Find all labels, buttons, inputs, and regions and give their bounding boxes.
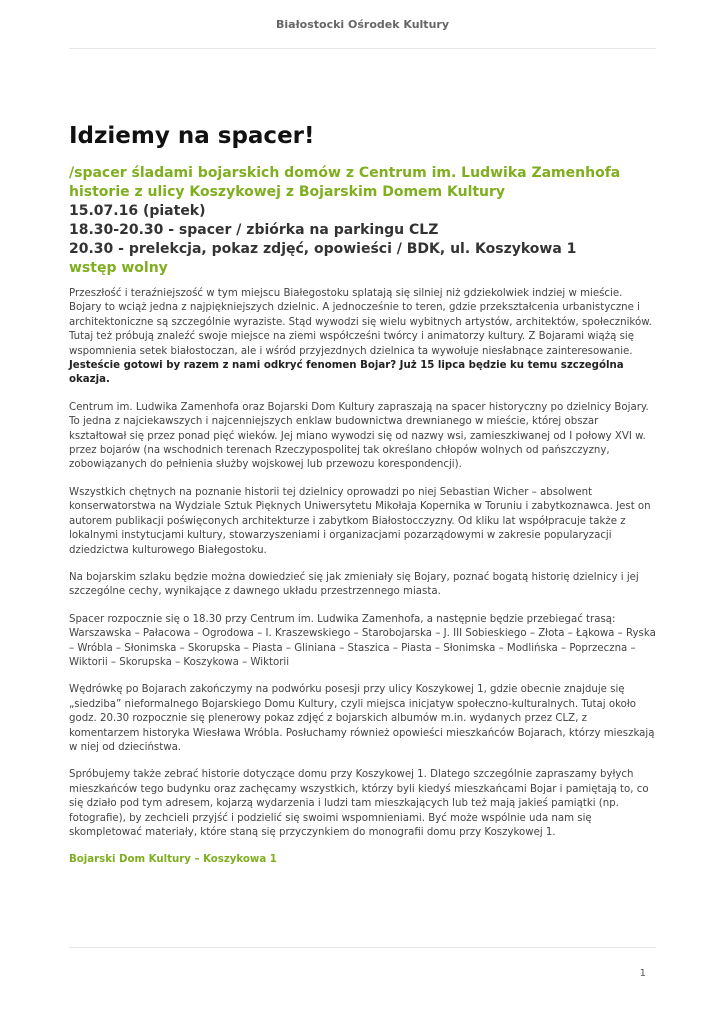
paragraph-intro-bold: Jesteście gotowi by razem z nami odkryć fenomen Bojar? Już 15 lipca będzie ku temu szczególna okazja. (69, 360, 624, 386)
venue-link[interactable]: Bojarski Dom Kultury – Koszykowa 1 (69, 854, 277, 866)
event-date: 15.07.16 (piatek) (69, 203, 206, 219)
page-number: 1 (639, 968, 646, 979)
article-title: Idziemy na spacer! (69, 123, 315, 149)
schedule-walk: 18.30-20.30 - spacer / zbiórka na parkingu CLZ (69, 222, 439, 238)
schedule-lecture: 20.30 - prelekcja, pokaz zdjęć, opowieści / BDK, ul. Koszykowa 1 (69, 241, 577, 257)
paragraph-intro (69, 287, 656, 388)
paragraph-invitation: Spróbujemy także zebrać historie dotyczące domu przy Koszykowej 1. Dlatego szczególnie zapraszamy byłych mieszkańców tego budynku oraz zachęcamy wszystkich, którzy byli kiedyś mieszkańcami Bojar i pamiętają to, co się działo pod tym adresem, kojarzą wydarzenia i ludzi tam mieszkających lub też mają jakieś pamiątki (np. fotografie), by zechcieli przyjść i podzielić się swoimi wspomnieniami. Być może wspólnie uda nam się skompletować materiały, które staną się przyczynkiem do monografii domu przy Koszykowej 1. (69, 769, 649, 838)
article (69, 122, 656, 867)
page-footer-divider (69, 947, 656, 948)
paragraph-route: Spacer rozpocznie się o 18.30 przy Centrum im. Ludwika Zamenhofa, a następnie będzie przebiegać trasą: Warszawska – Pałacowa – Ogrodowa – I. Kraszewskiego – Starobojarska – J. III Sobieskiego – Złota – Łąkowa – Ryska – Wróbla – Słonimska – Skorupska – Piasta – Gliniana – Staszica – Piasta – Słonimska – Modlińska – Poprzeczna – Wiktorii – Skorupska – Koszykowa – Wiktorii (69, 613, 656, 668)
entry-info: wstęp wolny (69, 260, 168, 276)
subtitle-stories: historie z ulicy Koszykowej z Bojarskim Domem Kultury (69, 184, 506, 200)
paragraph-trail: Na bojarskim szlaku będzie można dowiedzieć się jak zmieniały się Bojary, poznać bogatą historię dzielnicy i jej szczególne cechy, wynikające z dawnego układu przestrzennego miasta. (69, 571, 639, 598)
paragraph-finale: Wędrówkę po Bojarach zakończymy na podwórku posesji przy ulicy Koszykowej 1, gdzie obecnie znajduje się „siedziba” nieformalnego Bojarskiego Domu Kultury, czyli miejsca inicjatyw społeczno-kulturalnych. Tutaj około godz. 20.30 rozpocznie się plenerowy pokaz zdjęć z bojarskich albumów m.in. wydanych przez CLZ, z komentarzem historyka Wiesława Wróbla. Posłuchamy również opowieści mieszkańców Bojarach, którzy mieszkają w niej od dzieciństwa. (69, 684, 655, 753)
site-name: Białostocki Ośrodek Kultury (276, 18, 449, 31)
page-header (69, 18, 656, 49)
subtitle-route: /spacer śladami bojarskich domów z Centrum im. Ludwika Zamenhofa (69, 165, 621, 181)
paragraph-guide: Wszystkich chętnych na poznanie historii tej dzielnicy oprowadzi po niej Sebastian Wicher – absolwent konserwatorstwa na Wydziale Sztuk Pięknych Uniwersytetu Mikołaja Kopernika w Toruniu i zabytkoznawca. Jest on autorem publikacji poświęconych architekturze i zabytkom Białostocczyzny. Od kliku lat współpracuje także z lokalnymi instytucjami kultury, stowarzyszeniami i organizacjami pozarządowymi w zakresie popularyzacji dziedzictwa kulturowego Białegostoku. (69, 486, 651, 556)
paragraph-organizers: Centrum im. Ludwika Zamenhofa oraz Bojarski Dom Kultury zapraszają na spacer historyczny po dzielnicy Bojary. To jedna z najciekawszych i najcenniejszych enklaw budownictwa drewnianego w mieście, której obszar kształtował się przez ponad pięć wieków. Jej miano wywodzi się od nazwy wsi, zamieszkiwanej od I połowy XVI w. przez bojarów (na wschodnich terenach Rzeczypospolitej tak określano chłopów wolnych od pańszczyzny, zobowiązanych do pełnienia służby wojskowej lub przewozu korespondencji). (69, 401, 649, 471)
paragraph-intro-text: Przeszłość i teraźniejszość w tym miejscu Białegostoku splatają się silniej niż gdziekolwiek indziej w mieście. Bojary to wciąż jedna z najpiękniejszych dzielnic. A jednocześnie to teren, gdzie przekształcenia urbanistyczne i architektoniczne są szczególnie wyraziste. Stąd wywodzi się wielu wybitnych artystów, architektów, społeczników. Tutaj też próbują znaleźć swoje miejsce na ziemi współcześni twórcy i animatorzy kultury. Z Bojarami wiążą się wspomnienia setek białostoczan, ale i wśród przyjezdnych dzielnica ta wywołuje niesłabnące zainteresowanie. (69, 288, 652, 357)
